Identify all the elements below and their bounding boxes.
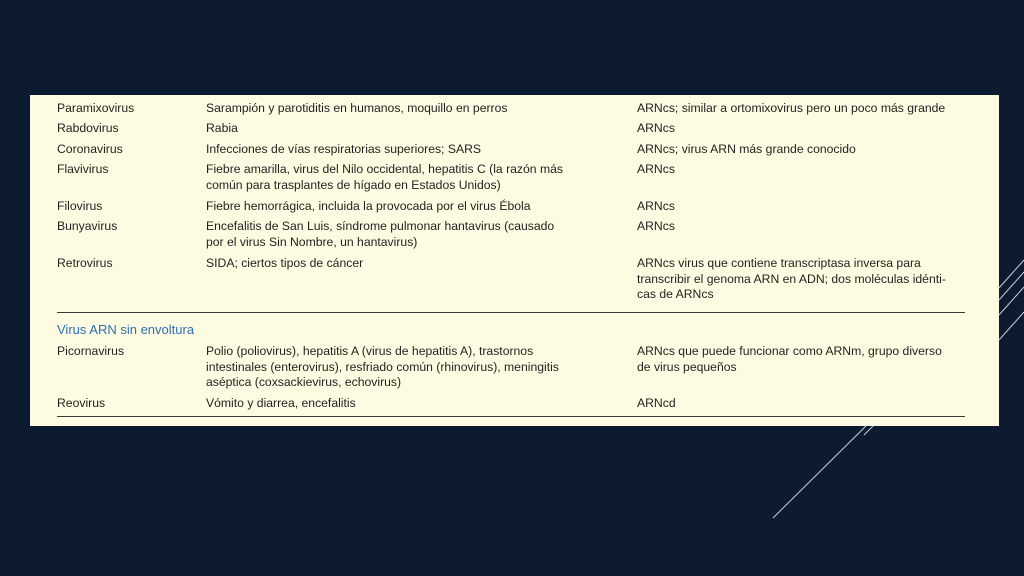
notes-cell: ARNcs; similar a ortomixovirus pero un poco más grande — [637, 101, 946, 115]
virus-family: Coronavirus — [57, 142, 123, 156]
section-divider — [57, 312, 965, 313]
virus-family: Flavivirus — [57, 162, 109, 176]
disease-line: común para trasplantes de hígado en Estados Unidos) — [206, 177, 501, 192]
virus-family: Filovirus — [57, 199, 103, 213]
notes-cell: ARNcd — [637, 396, 676, 410]
disease-line: Fiebre amarilla, virus del Nilo occidental, hepatitis C (la razón más — [206, 162, 563, 176]
notes-line: transcribir el genoma ARN en ADN; dos moléculas idénti- — [637, 271, 946, 286]
notes-cell — [637, 256, 972, 303]
disease-cell: Vómito y diarrea, encefalitis — [206, 396, 356, 410]
virus-table — [30, 95, 999, 426]
virus-family: Retrovirus — [57, 256, 113, 270]
notes-line: de virus pequeños — [637, 359, 737, 374]
disease-cell: Rabia — [206, 121, 238, 135]
decor-line — [999, 260, 1024, 288]
disease-line: intestinales (enterovirus), resfriado común (rhinovirus), meningitis — [206, 359, 559, 374]
disease-line: Encefalitis de San Luis, síndrome pulmonar hantavirus (causado — [206, 219, 555, 233]
disease-cell — [206, 344, 606, 391]
virus-family: Reovirus — [57, 396, 106, 410]
disease-cell: Infecciones de vías respiratorias superiores; SARS — [206, 142, 482, 156]
notes-line: ARNcs virus que contiene transcriptasa inversa para — [637, 256, 921, 270]
disease-cell — [206, 219, 606, 250]
decor-line — [999, 287, 1024, 315]
notes-cell — [637, 344, 972, 375]
notes-cell: ARNcs — [637, 121, 675, 135]
notes-line: cas de ARNcs — [637, 287, 714, 301]
virus-family: Paramixovirus — [57, 101, 135, 115]
disease-line: por el virus Sin Nombre, un hantavirus) — [206, 234, 418, 249]
decor-line — [999, 312, 1024, 340]
decor-line — [999, 272, 1024, 300]
notes-line: ARNcs que puede funcionar como ARNm, grupo diverso — [637, 344, 942, 358]
disease-cell: Fiebre hemorrágica, incluida la provocada por el virus Ébola — [206, 199, 531, 213]
virus-family: Bunyavirus — [57, 219, 118, 233]
disease-line: aséptica (coxsackievirus, echovirus) — [206, 375, 402, 389]
notes-cell: ARNcs — [637, 219, 675, 233]
decor-line — [773, 420, 872, 518]
notes-cell: ARNcs; virus ARN más grande conocido — [637, 142, 856, 156]
notes-cell: ARNcs — [637, 199, 675, 213]
section-title: Virus ARN sin envoltura — [57, 322, 195, 337]
disease-cell: SIDA; ciertos tipos de cáncer — [206, 256, 364, 270]
disease-cell — [206, 162, 606, 193]
notes-cell: ARNcs — [637, 162, 675, 176]
disease-line: Polio (poliovirus), hepatitis A (virus de hepatitis A), trastornos — [206, 344, 534, 358]
table-bottom-rule — [57, 416, 965, 417]
disease-cell: Sarampión y parotiditis en humanos, moquillo en perros — [206, 101, 508, 115]
virus-family: Picornavirus — [57, 344, 125, 358]
virus-family: Rabdovirus — [57, 121, 119, 135]
